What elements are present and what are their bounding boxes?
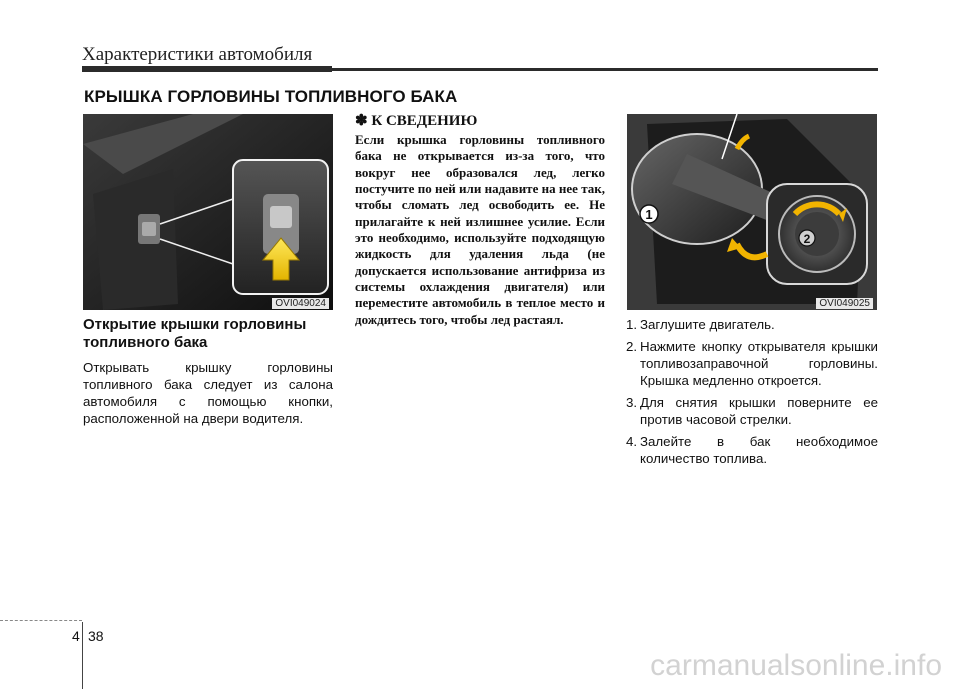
info-note-body: Если крышка горловины топливного бака не открывается из-за того, что вокруг нее образовался лед, легко постучите по ней или надавите на нее так, чтобы сломать лед освободить ее. Не прилагайте к ней излишнее усилие. Если это необходимо, используйте подходящую жидкость для удаления льда (не допускается использование антифриза из системы охлаждения двигателя) или переместите автомобиль в теплое место и дождитесь того, чтобы лед растаял. [355, 132, 605, 327]
watermark: carmanualsonline.info [650, 649, 942, 682]
info-note-title: ✽ К СВЕДЕНИЮ [355, 113, 478, 129]
step-text: Заглушите двигатель. [640, 317, 775, 332]
image-code-right: OVI049025 [816, 298, 873, 309]
step-text: Залейте в бак необходимое количество топлива. [640, 434, 878, 466]
fuel-door-image [627, 114, 877, 310]
section-number: 4 [72, 628, 80, 644]
header-rule-accent [82, 66, 332, 72]
door-panel-illustration [83, 114, 333, 310]
step-text: Нажмите кнопку открывателя крышки топливозаправочной горловины. Крышка медленно откроется. [640, 339, 878, 388]
left-column-text [83, 316, 333, 427]
step-item [626, 316, 878, 333]
marker-2: 2 [803, 232, 811, 246]
running-header: Характеристики автомобиля [82, 44, 313, 65]
step-text: Для снятия крышки поверните ее против часовой стрелки. [640, 395, 878, 427]
step-item [626, 433, 878, 467]
footer-vertical-rule [82, 622, 83, 689]
procedure-steps [626, 316, 878, 472]
step-number: 3. [626, 395, 638, 410]
page-number: 38 [88, 628, 104, 644]
footer-dashed-rule [0, 620, 82, 621]
left-body-text: Открывать крышку горловины топливного бака следует из салона автомобиля с помощью кнопки, расположенной на двери водителя. [83, 360, 333, 426]
step-number: 4. [626, 434, 638, 449]
step-item [626, 338, 878, 389]
subheading: Открытие крышки горловины топливного бака [83, 316, 307, 351]
section-title: КРЫШКА ГОРЛОВИНЫ ТОПЛИВНОГО БАКА [84, 87, 458, 106]
step-item [626, 394, 878, 428]
step-number: 1. [626, 317, 638, 332]
step-number: 2. [626, 339, 638, 354]
door-button-image [83, 114, 333, 310]
image-code-left: OVI049024 [272, 298, 329, 309]
marker-1: 1 [645, 207, 653, 222]
fuel-door-illustration [627, 114, 877, 310]
